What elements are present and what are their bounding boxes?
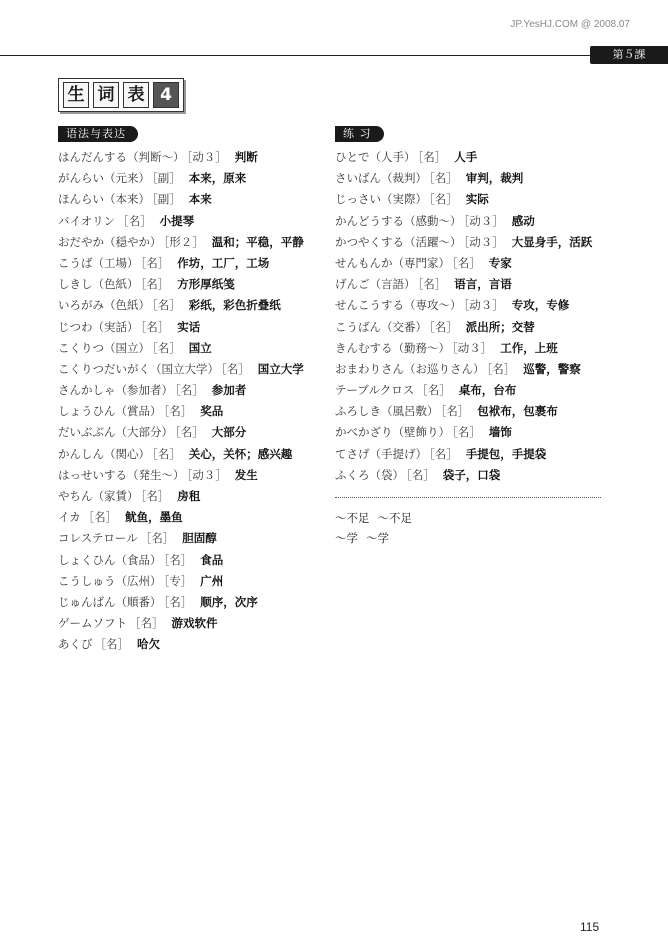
entry-part-of-speech: ［动３］	[186, 467, 227, 482]
entry-part-of-speech: ［动３］	[463, 213, 504, 228]
vocab-entry	[335, 253, 615, 274]
entry-part-of-speech: ［名］	[429, 171, 458, 186]
entry-meaning: 本来，原来	[188, 171, 247, 186]
entry-part-of-speech: ［名］	[429, 319, 458, 334]
entry-meaning: 顺序，次序	[200, 594, 258, 609]
vocab-entry	[335, 211, 615, 232]
vocab-entry	[58, 401, 328, 422]
vocab-entry	[58, 317, 328, 338]
entry-word: ひとで（人手）	[335, 150, 416, 164]
title-char: 生	[63, 82, 89, 108]
vocab-entry	[335, 189, 615, 210]
entry-meaning: 实际	[465, 192, 489, 207]
entry-part-of-speech: ［名］	[417, 150, 447, 164]
entry-meaning: 彩纸，彩色折叠纸	[188, 298, 281, 313]
entry-part-of-speech: ［名］	[417, 277, 447, 292]
entry-meaning: 袋子，口袋	[442, 467, 501, 482]
entry-part-of-speech: ［名］	[140, 319, 170, 334]
entry-meaning: 人手	[454, 150, 478, 164]
entry-word: こくりつ（国立）	[58, 340, 150, 355]
entry-word: しょくひん（食品）	[58, 552, 162, 567]
vocab-entry	[58, 232, 328, 253]
vocab-entry	[58, 295, 328, 316]
entry-part-of-speech: ［名］	[163, 552, 193, 567]
entry-part-of-speech: ［名］	[163, 594, 193, 609]
entry-word: コレステロール	[58, 531, 138, 546]
suffix-term: ～不足	[335, 511, 370, 525]
entry-meaning: 感动	[511, 213, 535, 228]
entry-meaning: 桌布，台布	[458, 383, 517, 398]
vocab-entry	[58, 507, 328, 528]
entry-word: バイオリン	[58, 213, 116, 228]
practice-column	[335, 122, 615, 548]
vocab-entry	[335, 465, 615, 486]
entry-meaning: 实话	[177, 319, 201, 334]
section-heading: 语法与表达	[58, 126, 138, 142]
entry-word: テーブルクロス	[335, 383, 415, 398]
entry-part-of-speech: ［名］	[452, 425, 481, 440]
vocab-entry	[58, 592, 328, 613]
entry-word: はんだんする（判断～）	[58, 150, 185, 164]
vocab-entry	[58, 253, 328, 274]
entry-meaning: 派出所；交替	[465, 319, 535, 334]
vocab-entry	[335, 317, 615, 338]
vocab-entry	[58, 338, 328, 359]
entry-part-of-speech: ［名］	[486, 361, 516, 376]
entry-word: やちん（家賃）	[58, 489, 139, 503]
suffix-term: ～学	[335, 531, 358, 545]
vocab-entry	[58, 274, 328, 295]
entry-meaning: 巡警，警察	[523, 361, 581, 376]
vocab-entry	[58, 189, 328, 210]
entry-word: せんもんか（専門家）	[335, 255, 450, 270]
entry-meaning: 食品	[200, 552, 224, 567]
entry-word: じつわ（実話）	[58, 319, 139, 334]
vocab-entry	[58, 571, 328, 592]
entry-meaning: 大部分	[211, 425, 247, 440]
entry-word: てさげ（手提げ）	[335, 446, 427, 461]
vocab-entry	[58, 444, 328, 465]
entry-meaning: 国立	[188, 340, 212, 355]
vocab-entry	[335, 338, 615, 359]
entry-meaning: 房租	[177, 489, 201, 503]
entry-word: かんどうする（感動～）	[335, 213, 462, 228]
entry-part-of-speech: ［专］	[163, 573, 193, 588]
suffix-list	[335, 508, 615, 548]
lesson-tab: 第５課	[590, 46, 668, 64]
entry-meaning: 关心，关怀；感兴趣	[188, 446, 293, 461]
entry-part-of-speech: ［副］	[152, 171, 181, 186]
vocab-entry	[335, 401, 615, 422]
suffix-entry	[335, 528, 615, 548]
entry-part-of-speech: ［名］	[175, 425, 204, 440]
entry-part-of-speech: ［名］	[139, 531, 175, 546]
suffix-meaning: ～学	[366, 531, 389, 545]
entry-word: せんこうする（専攻～）	[335, 298, 462, 313]
entry-part-of-speech: ［名］	[140, 277, 170, 292]
entry-meaning: 作坊，工厂，工场	[177, 255, 270, 270]
entry-meaning: 温和；平稳，平静	[211, 234, 304, 249]
vocab-entry	[58, 422, 328, 443]
entry-part-of-speech: ［名］	[406, 467, 435, 482]
vocab-entry	[58, 168, 328, 189]
entry-part-of-speech: ［名］	[221, 361, 250, 376]
vocab-entry	[58, 634, 328, 655]
entry-word: さいばん（裁判）	[335, 171, 427, 186]
vocab-entry	[335, 422, 615, 443]
suffix-entry	[335, 508, 615, 528]
entry-word: ふろしき（風呂敷）	[335, 404, 439, 419]
vocab-entry	[58, 380, 328, 401]
entry-part-of-speech: ［形２］	[163, 234, 204, 249]
title-number: 4	[153, 82, 179, 108]
entry-meaning: 大显身手，活跃	[511, 234, 593, 249]
entry-part-of-speech: ［名］	[440, 404, 470, 419]
entry-meaning: 参加者	[211, 383, 247, 398]
section-heading: 练 习	[335, 126, 384, 142]
entry-part-of-speech: ［动３］	[452, 340, 493, 355]
entry-meaning: 手提包，手提袋	[465, 446, 547, 461]
entry-part-of-speech: ［名］	[140, 255, 170, 270]
entry-word: じゅんばん（順番）	[58, 594, 162, 609]
entry-part-of-speech: ［名］	[429, 192, 458, 207]
entry-meaning: 包袱布，包裹布	[477, 404, 558, 419]
entry-meaning: 胆固醇	[182, 531, 217, 546]
entry-part-of-speech: ［名］	[416, 383, 451, 398]
vocab-entry	[335, 147, 615, 168]
entry-word: しきし（色紙）	[58, 277, 139, 292]
entry-part-of-speech: ［名］	[452, 255, 481, 270]
entry-word: こうしゅう（広州）	[58, 573, 162, 588]
entry-word: だいぶぶん（大部分）	[58, 425, 173, 440]
entry-word: ほんらい（本来）	[58, 192, 150, 207]
vocab-entry	[58, 613, 328, 634]
entry-meaning: 语言，言语	[454, 277, 512, 292]
vocab-entry	[58, 465, 328, 486]
entry-part-of-speech: ［名］	[117, 213, 152, 228]
entry-meaning: 奖品	[200, 404, 224, 419]
entry-part-of-speech: ［名］	[152, 446, 181, 461]
entry-word: あくび	[58, 637, 93, 652]
vocab-entry	[335, 295, 615, 316]
entry-part-of-speech: ［副］	[152, 192, 181, 207]
title-char: 词	[93, 82, 119, 108]
entry-meaning: 本来	[188, 192, 212, 207]
entry-part-of-speech: ［名］	[94, 637, 129, 652]
watermark: JP.YesHJ.COM @ 2008.07	[510, 19, 630, 30]
entry-part-of-speech: ［名］	[129, 616, 164, 631]
vocab-entry	[58, 147, 328, 168]
entry-word: がんらい（元来）	[58, 171, 150, 186]
entry-meaning: 国立大学	[257, 361, 304, 376]
suffix-meaning: ～不足	[377, 511, 412, 525]
vocab-entry	[335, 380, 615, 401]
entry-word: ふくろ（袋）	[335, 467, 404, 482]
entry-word: げんご（言語）	[335, 277, 416, 292]
entry-word: こうばん（交番）	[335, 319, 427, 334]
entry-meaning: 发生	[234, 467, 258, 482]
entry-meaning: 方形厚纸笺	[177, 277, 235, 292]
vocab-entry	[335, 359, 615, 380]
vocab-entry	[58, 486, 328, 507]
entry-part-of-speech: ［动３］	[463, 234, 504, 249]
entry-word: イカ	[58, 510, 81, 525]
entry-word: おだやか（穏やか）	[58, 234, 162, 249]
entry-word: しょうひん（賞品）	[58, 404, 162, 419]
vocab-list	[58, 147, 328, 656]
entry-word: かんしん（関心）	[58, 446, 150, 461]
entry-word: はっせいする（発生～）	[58, 467, 185, 482]
entry-meaning: 哈欠	[137, 637, 160, 652]
entry-word: おまわりさん（お巡りさん）	[335, 361, 485, 376]
vocab-entry	[335, 444, 615, 465]
entry-meaning: 专攻，专修	[511, 298, 570, 313]
entry-meaning: 专家	[488, 255, 512, 270]
header-rule	[0, 55, 590, 56]
entry-part-of-speech: ［名］	[163, 404, 193, 419]
entry-part-of-speech: ［名］	[82, 510, 118, 525]
title-char: 表	[123, 82, 149, 108]
entry-part-of-speech: ［动３］	[463, 298, 504, 313]
entry-meaning: 游戏软件	[171, 616, 218, 631]
entry-word: こうば（工場）	[58, 255, 139, 270]
entry-part-of-speech: ［名］	[152, 298, 181, 313]
entry-meaning: 工作，上班	[500, 340, 558, 355]
vocab-entry	[58, 359, 328, 380]
entry-part-of-speech: ［名］	[152, 340, 181, 355]
entry-meaning: 审判，裁判	[465, 171, 524, 186]
entry-meaning: 判断	[234, 150, 258, 164]
entry-meaning: 广州	[200, 573, 224, 588]
entry-word: じっさい（実際）	[335, 192, 427, 207]
vocab-entry	[58, 550, 328, 571]
page-title	[58, 78, 184, 112]
entry-word: さんかしゃ（参加者）	[58, 383, 173, 398]
vocab-entry	[335, 232, 615, 253]
page-number: 115	[580, 920, 600, 934]
practice-list	[335, 147, 615, 486]
vocab-entry	[58, 211, 328, 232]
entry-meaning: 墙饰	[488, 425, 512, 440]
entry-meaning: 小提琴	[159, 213, 195, 228]
entry-word: こくりつだいがく（国立大学）	[58, 361, 219, 376]
entry-meaning: 鱿鱼，墨鱼	[125, 510, 183, 525]
entry-word: かべかざり（壁飾り）	[335, 425, 450, 440]
entry-word: きんむする（勤務～）	[335, 340, 450, 355]
entry-word: かつやくする（活躍～）	[335, 234, 462, 249]
vocab-entry	[335, 168, 615, 189]
vocab-column	[58, 122, 328, 656]
entry-word: いろがみ（色紙）	[58, 298, 150, 313]
dotted-divider	[335, 497, 601, 498]
vocab-entry	[58, 528, 328, 549]
entry-part-of-speech: ［动３］	[186, 150, 227, 164]
entry-part-of-speech: ［名］	[140, 489, 170, 503]
entry-word: ゲームソフト	[58, 616, 127, 631]
entry-part-of-speech: ［名］	[175, 383, 204, 398]
vocab-entry	[335, 274, 615, 295]
entry-part-of-speech: ［名］	[429, 446, 458, 461]
